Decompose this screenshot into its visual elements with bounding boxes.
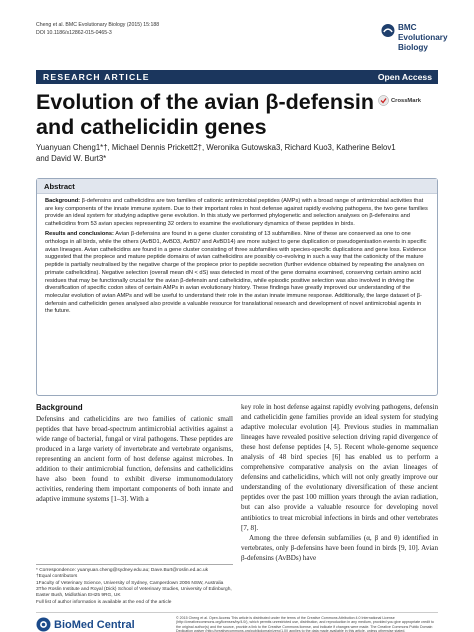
- abstract-box: [36, 178, 438, 396]
- journal-name-line2: Evolutionary Biology: [397, 33, 448, 52]
- bmc-logo-icon: [381, 23, 395, 38]
- author-list: [36, 142, 426, 164]
- section-heading: Background: [36, 403, 83, 412]
- author-line: Yuanyuan Cheng1*†, Michael Dennis Prickett2†, Weronika Gutowska3, Richard Kuo3, Katherine Belov1: [36, 143, 396, 152]
- body-paragraph: Among the three defensin subfamilies (α, β and θ) identified in vertebrates, only β-defensins have been found in birds [9, 10]. Avian β-defensins (AvBDs) have: [241, 533, 438, 562]
- background-label: Background:: [45, 198, 81, 204]
- abstract-results: [45, 231, 429, 316]
- abstract-heading: Abstract: [37, 179, 437, 194]
- equal-contrib-note: †Equal contributors: [36, 574, 78, 580]
- affiliation-note: 1Faculty of Veterinary Science, University of Sydney, Camperdown 2006 NSW, Australia: [36, 580, 224, 586]
- journal-logo[interactable]: [381, 23, 474, 53]
- article-type: RESEARCH ARTICLE: [43, 72, 150, 82]
- body-column-right: [241, 402, 438, 563]
- more-info-note: Full list of author information is available at the end of the article: [36, 600, 172, 606]
- body-column-left: [36, 402, 233, 504]
- body-paragraph: Defensins and cathelicidins are two families of cationic small peptides that have broad-spectrum antimicrobial activities against a wide range of bacterial, fungal or viral pathogens. These peptides are produced in a large variety of invertebrate and vertebrate organisms, representing an ancient form of host defense against microbes. In addition to their antimicrobial function, defensins and cathelicidins have also been found to exhibit diverse immunomodulatory activities, rendering them important components of both innate and adaptive immune systems [1–3]. With a: [36, 415, 233, 504]
- footnotes: [36, 564, 233, 607]
- author-line: and David W. Burt3*: [36, 154, 107, 164]
- background-text: β-defensins and cathelicidins are two families of cationic antimicrobial peptides (AMPs) with a broad range of antimicrobial activities that are key components of the innate immune system. Due to their important roles in host defense against rapidly evolving pathogens, the two gene families provide an ideal system for studying adaptive gene evolution. In this study we performed phylogenetic and selection analyses on β-defensins and cathelicidins from 53 avian species representing 32 orders to examine the evolutionary dynamics of these peptides in birds.: [45, 198, 428, 228]
- journal-name-line1: BMC: [397, 23, 417, 32]
- open-access-badge: Open Access: [377, 72, 432, 82]
- publisher-name: BioMed Central: [54, 618, 135, 631]
- article-banner: [36, 70, 438, 84]
- article-title: Evolution of the avian β-defensin and cathelicidin genes: [36, 90, 375, 139]
- correspondence-note: * Correspondence: yuanyuan.cheng@sydney.edu.au; Dave.Burt@roslin.ed.ac.uk: [36, 568, 209, 573]
- footer-divider: [36, 612, 438, 613]
- affiliation-note: 3The Roslin Institute and Royal (Dick) School of Veterinary Studies, University of Edinburgh, Easter Bush, Midlothian EH25 9RG, UK: [36, 586, 232, 599]
- citation: [36, 21, 159, 37]
- results-text: Avian β-defensins are found in a gene cluster consisting of 13 subfamilies. Nine of these are conserved as one to one orthologs in all birds, while the others (AvBD1, AvBD3, AvBD7 and AvBD14) are more subject to gene duplication or pseudogenisation events in specific avian lineages. Avian cathelicidins are found in a gene cluster consisting of three subfamilies with species-specific duplications and gene loss. Evidence suggested that the propiece and mature peptide domains of avian cathelicidins are possibly co-evolving in such a way that the cationicity of the mature peptide is partially neutralised by the negative charge of the propiece prior to peptide secretion (further evidence obtained by repeating the analyses on primate cathelicidins). Negative selection (overall mean dN < dS) was detected in most of the gene domains examined, conserving certain amino acid residues that may be functionally crucial for the avian β-defensin and cathelicidins, while episodic positive selection was also involved in driving the diversification of specific codon sites of certain AMPs in avian evolutionary history. These findings have greatly improved our understanding of the molecular evolution of avian AMPs and will be useful to understand their role in the avian innate immune response. Additionally, the large dataset of β-defensin and cathelicidin genes analysed also provide a valuable resource for translational research and development of novel antimicrobial agents in the future.: [45, 231, 427, 315]
- abstract-background: [45, 198, 429, 229]
- journal-name: [398, 23, 474, 53]
- abstract-body: [37, 194, 437, 323]
- license-text: © 2015 Cheng et al. Open Access This article is distributed under the terms of the Creative Commons Attribution 4.0 International License (http://creativecommons.org/licenses/by/4.0/), which permits unrestricted use, distribution, and reproduction in any medium, provided you give appropriate credit to the original author(s) and the source, provide a link to the Creative Commons license, and indicate if changes were made. The Creative Commons Public Domain Dedication waiver (http://creativecommons.org/publicdomain/zero/1.0/) applies to the data made available in this article, unless otherwise stated.: [176, 616, 434, 632]
- crossmark-icon: [378, 95, 389, 106]
- citation-line: Cheng et al. BMC Evolutionary Biology (2015) 15:188: [36, 22, 160, 28]
- results-label: Results and conclusions:: [45, 231, 114, 238]
- body-paragraph: key role in host defense against rapidly evolving pathogens, defensin and cathelicidin gene families provide an ideal system for studying adaptive molecular evolution [4]. Previous studies in mammalian lineages have revealed positive selection driving rapid divergence of these host defense peptides [4, 5]. Recent whole-genome sequence analysis of 48 bird species [6] has enabled us to perform a comprehensive comparative analysis on the avian lineages of defensins and cathelicidins, which will not only greatly improve our understanding of the evolutionary diversification of these ancient peptides over the past 100 million years through the avian radiation, but can also provide a valuable resource for developing novel antibiotics to treat microbial infections in birds and other vertebrates [7, 8].: [241, 403, 438, 532]
- biomed-central-logo-icon: [36, 617, 51, 632]
- publisher-logo[interactable]: [36, 617, 135, 632]
- crossmark-label: CrossMark: [391, 97, 421, 104]
- crossmark-button[interactable]: [378, 95, 421, 106]
- doi-line[interactable]: DOI 10.1186/s12862-015-0465-3: [36, 30, 112, 36]
